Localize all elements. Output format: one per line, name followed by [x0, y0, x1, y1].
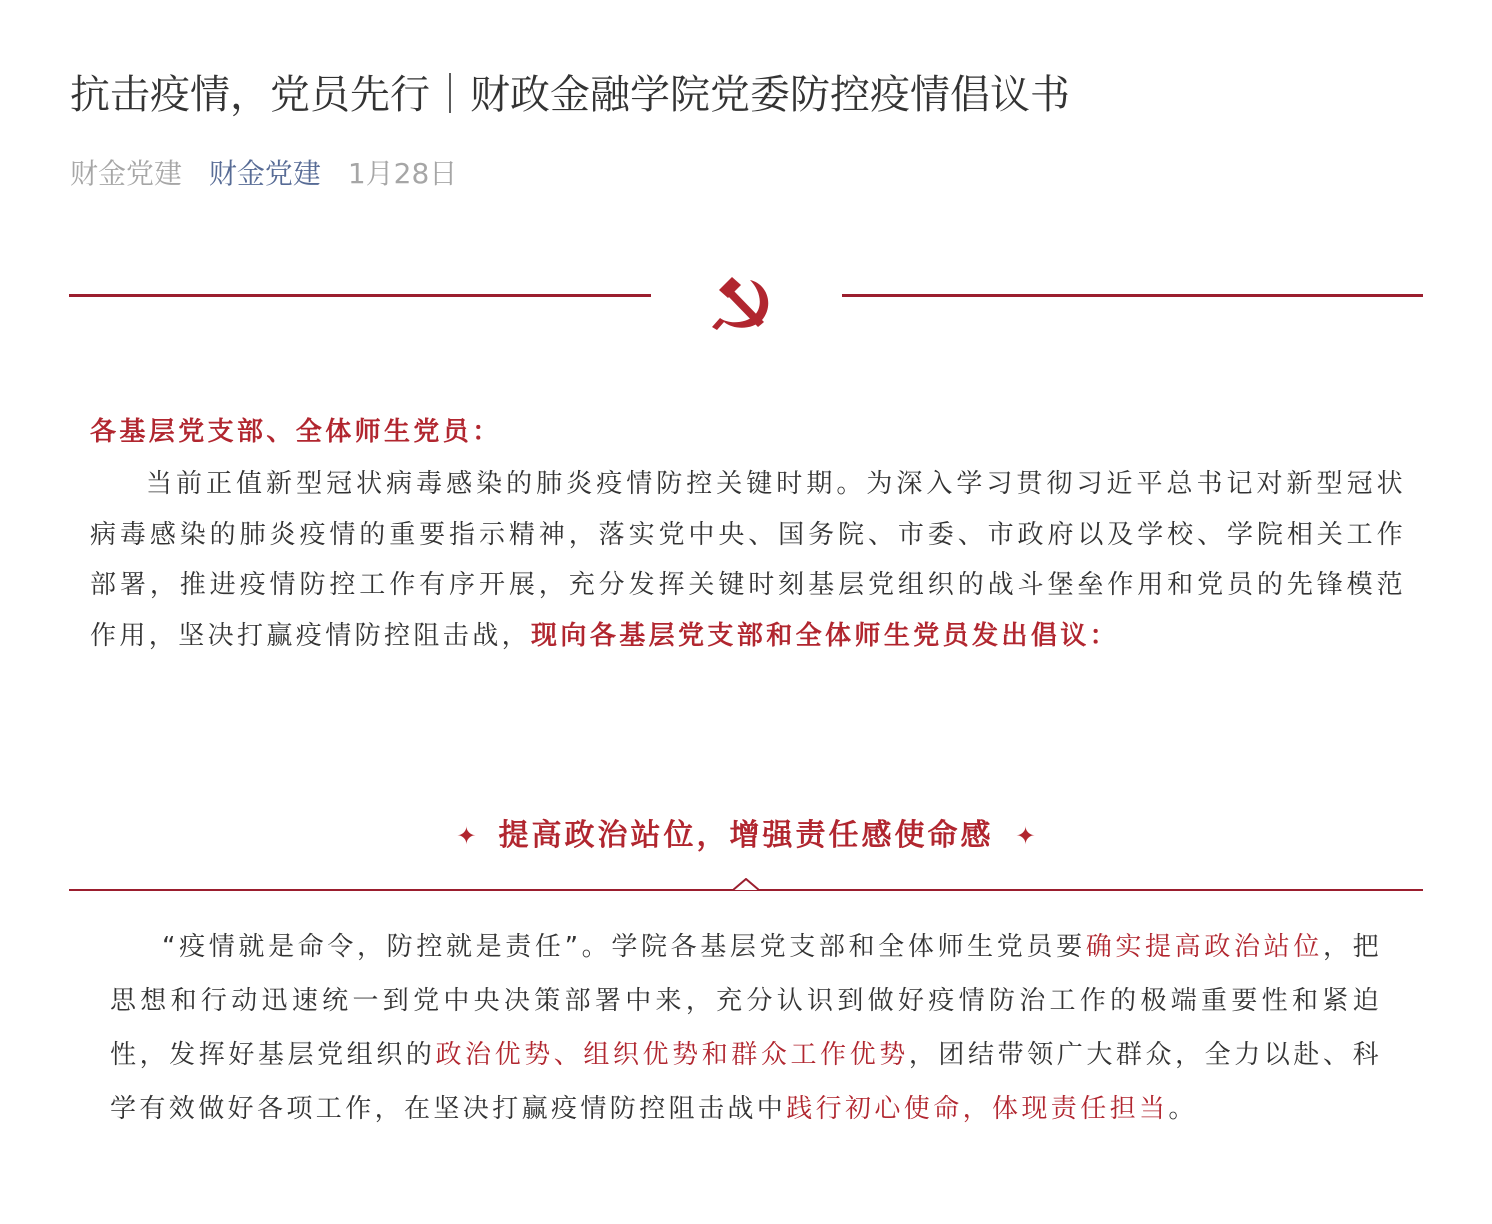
highlight-mission: 践行初心使命，体现责任担当 — [786, 1094, 1169, 1124]
section-heading — [0, 808, 1492, 864]
star-icon-left: ✦ — [456, 822, 477, 850]
divider-line-right — [842, 294, 1423, 297]
caret-up-icon — [733, 878, 759, 892]
intro-paragraph — [90, 459, 1406, 661]
intro-emphasis: 现向各基层党支部和全体师生党员发出倡议： — [531, 620, 1120, 651]
divider-line-left — [69, 294, 651, 297]
hammer-sickle-icon — [710, 272, 780, 338]
author-name: 财金党建 — [70, 157, 183, 190]
section-paragraph — [110, 920, 1382, 1136]
section-title: 提高政治站位，增强责任感使命感 — [498, 818, 994, 853]
star-icon-right: ✦ — [1015, 822, 1036, 850]
account-link[interactable]: 财金党建 — [208, 157, 321, 190]
highlight-political-stance: 确实提高政治站位 — [1085, 932, 1323, 962]
highlight-advantages: 政治优势、组织优势和群众工作优势 — [435, 1040, 909, 1070]
section-text-1: “疫情就是命令，防控就是责任”。学院各基层党支部和全体师生党员要 — [162, 932, 1086, 962]
article-meta — [70, 152, 475, 196]
section-text-4: 。 — [1168, 1094, 1198, 1124]
publish-date: 1月28日 — [347, 157, 458, 190]
section-text-2: ，把思想和行动迅速统一到党中央决策部署中来，充分认识到做好疫情防治工作的极端重要性和紧迫性，发挥好基层党组织的 — [110, 932, 1382, 1070]
salutation: 各基层党支部、全体师生党员： — [90, 417, 502, 447]
section-text-3: ，团结带领广大群众，全力以赴、科学有效做好各项工作，在坚决打赢疫情防控阻击战中 — [110, 1040, 1383, 1124]
article-title: 抗击疫情，党员先行｜财政金融学院党委防控疫情倡议书 — [70, 72, 1070, 118]
intro-text: 当前正值新型冠状病毒感染的肺炎疫情防控关键时期。为深入学习贯彻习近平总书记对新型冠状病毒感染的肺炎疫情的重要指示精神，落实党中央、国务院、市委、市政府以及学校、学院相关工作部署，推进疫情防控工作有序开展，充分发挥关键时刻基层党组织的战斗堡垒作用和党员的先锋模范作用，坚决打赢疫情防控阻击战， — [90, 469, 1406, 651]
